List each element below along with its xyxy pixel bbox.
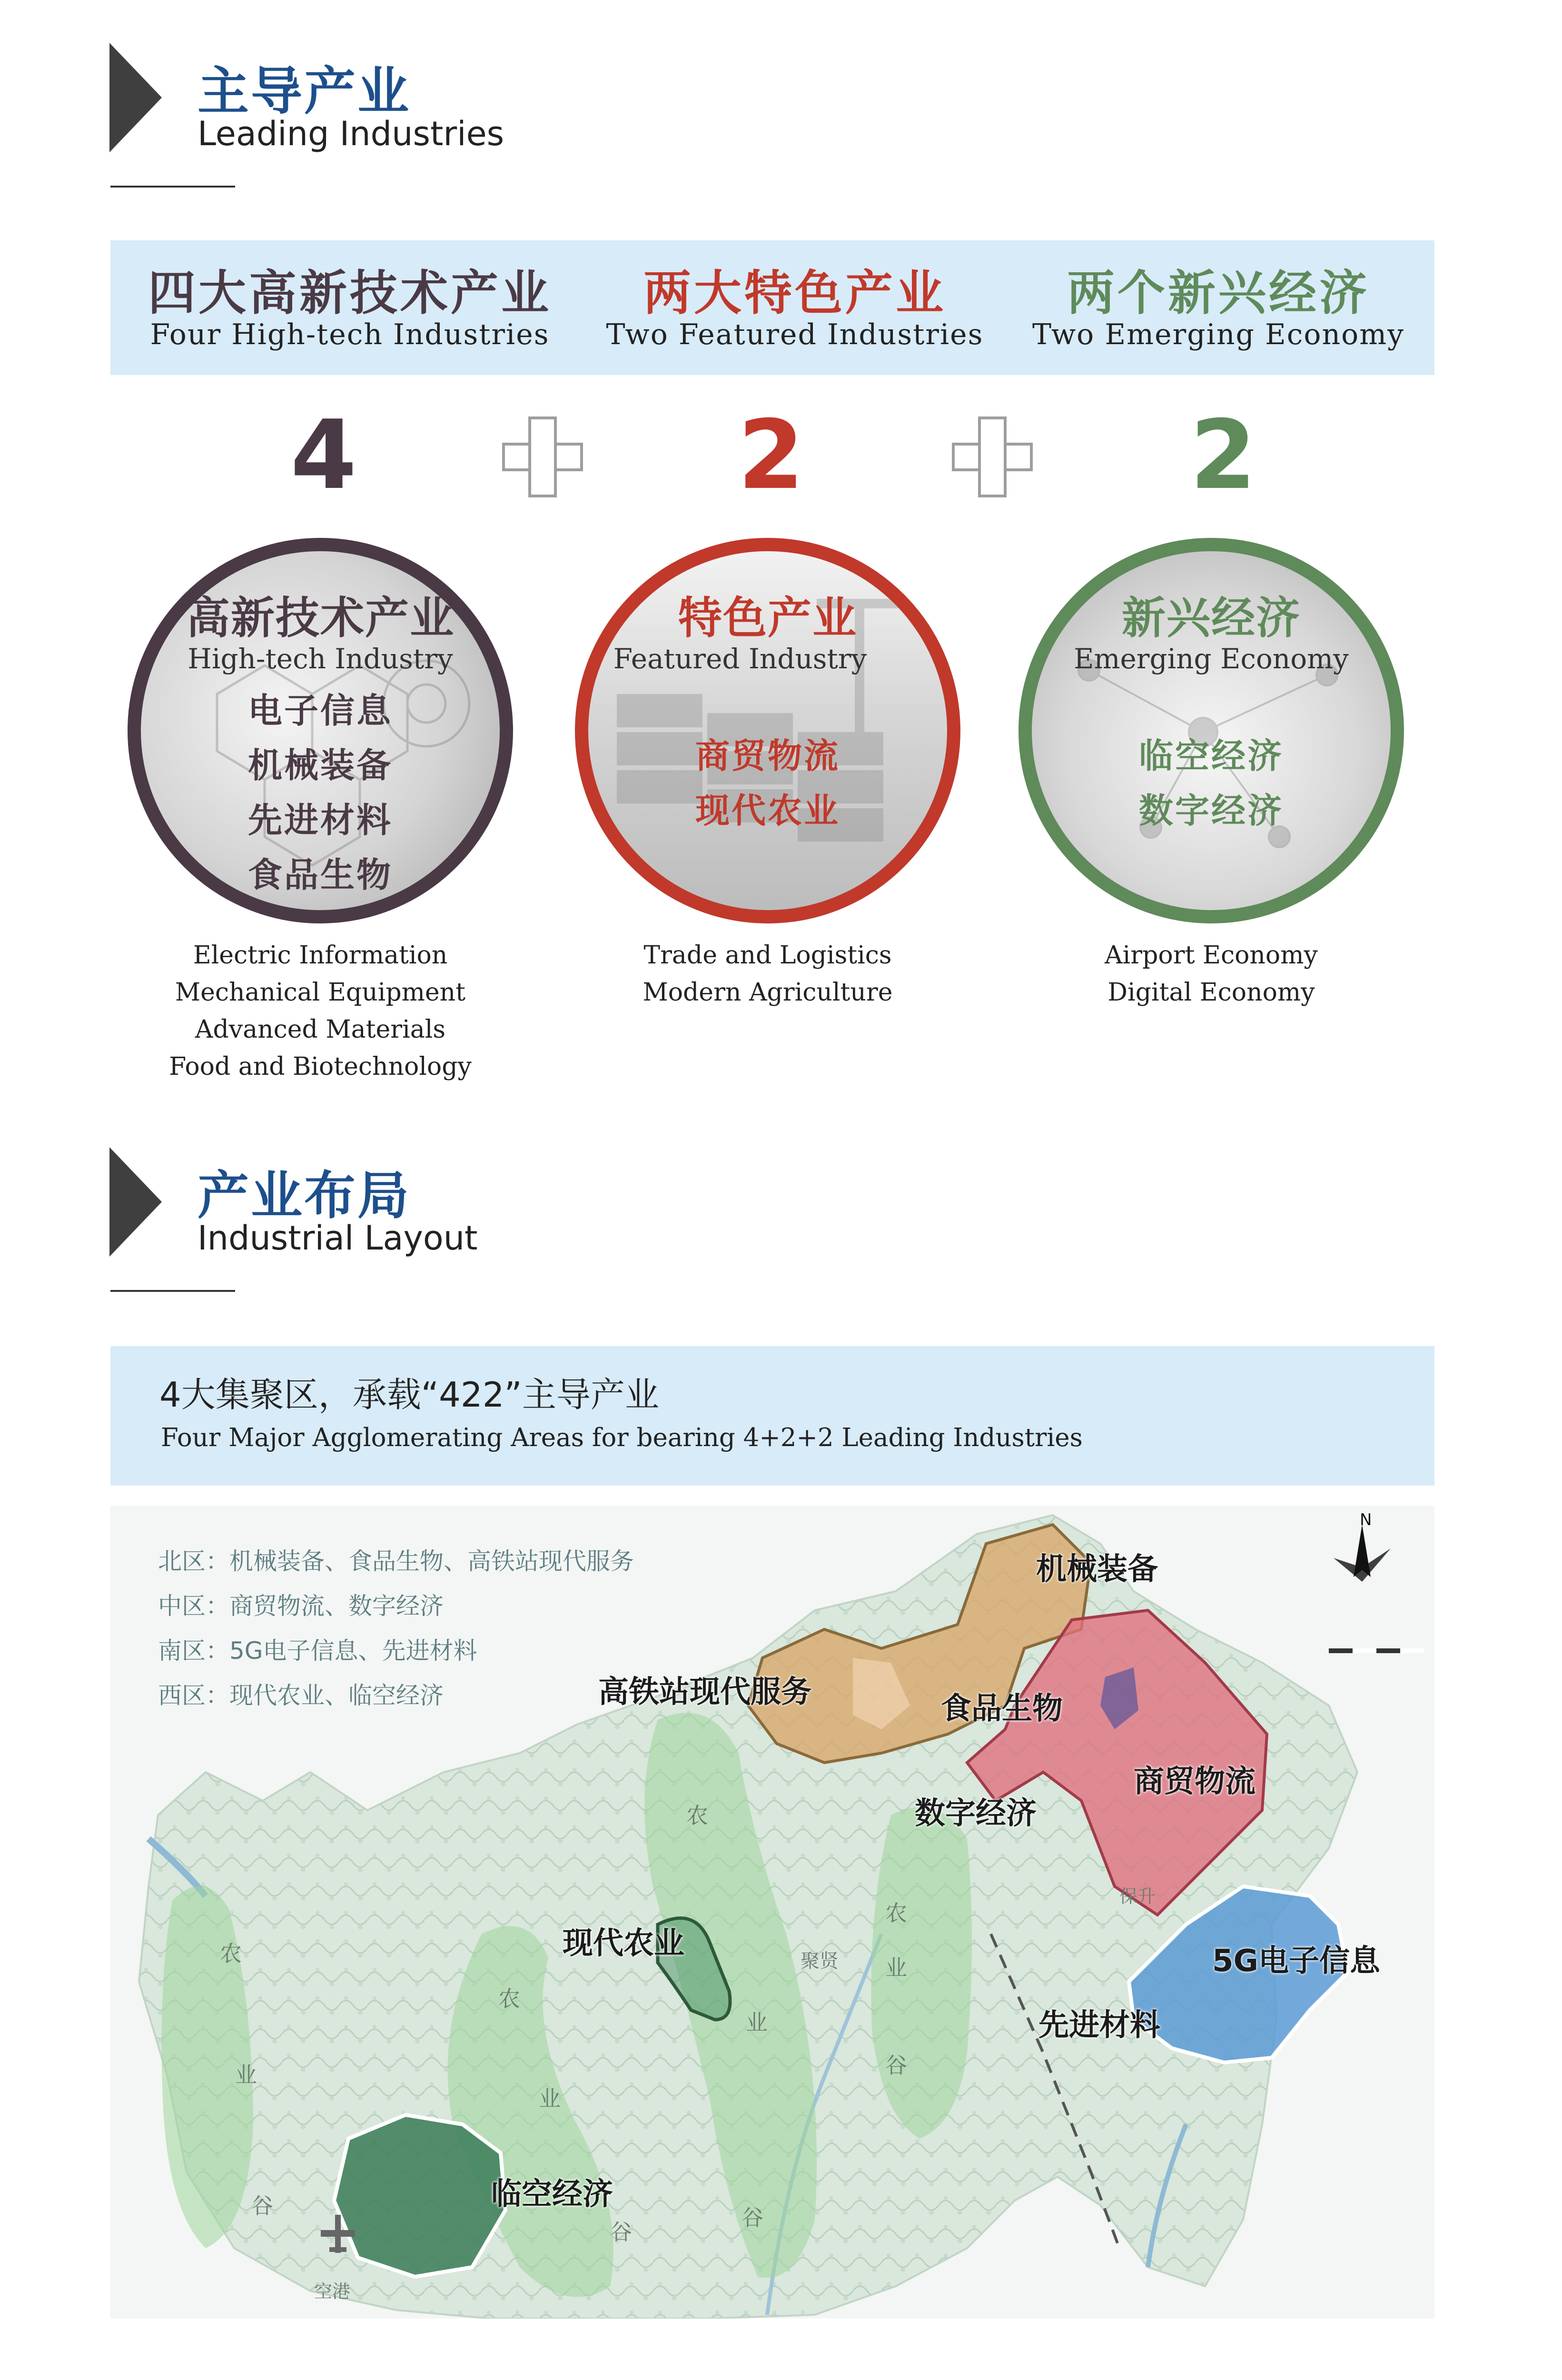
emerging-en-2: Digital Economy: [1107, 978, 1315, 1007]
valley-char: 业: [235, 2062, 257, 2088]
band-col2-title: 两大特色产业: [643, 265, 946, 321]
high-tech-item-3: 先进材料: [247, 800, 393, 840]
high-tech-en-1: Electric Information: [193, 941, 448, 970]
plus-icon: [502, 416, 583, 497]
label-hsr-services: 高铁站现代服务: [598, 1675, 811, 1710]
place-baosheng: 保升: [1119, 1886, 1156, 1907]
layout-band-title-en: Four Major Agglomerating Areas for bearing 4+2+2 Leading Industries: [161, 1423, 1083, 1452]
band-col3-title: 两个新兴经济: [1067, 265, 1370, 321]
section2-title-cn: 产业布局: [198, 1166, 411, 1226]
count-high-tech: 4: [290, 400, 357, 511]
valley-char: 谷: [885, 2053, 907, 2078]
layout-band-title-cn: 4大集聚区，承载“422”主导产业: [159, 1375, 659, 1415]
valley-char: 农: [498, 1986, 520, 2012]
featured-item-1: 商贸物流: [695, 736, 840, 776]
high-tech-en-4: Food and Biotechnology: [169, 1052, 472, 1081]
emerging-title-cn: 新兴经济: [1121, 593, 1301, 644]
compass-north: N: [1360, 1510, 1372, 1529]
emerging-en-1: Airport Economy: [1105, 941, 1318, 970]
emerging-item-2: 数字经济: [1138, 791, 1284, 831]
featured-en-1: Trade and Logistics: [643, 941, 892, 970]
count-emerging: 2: [1190, 400, 1256, 511]
section2-title-en: Industrial Layout: [198, 1219, 478, 1258]
band-col2-subtitle: Two Featured Industries: [606, 318, 984, 351]
label-airport-economy: 临空经济: [491, 2177, 613, 2212]
valley-char: 谷: [741, 2205, 763, 2231]
high-tech-item-1: 电子信息: [247, 691, 393, 731]
map-legend-south: 南区：5G电子信息、先进材料: [158, 1637, 477, 1665]
high-tech-item-2: 机械装备: [247, 745, 393, 785]
label-digital: 数字经济: [915, 1796, 1037, 1831]
map-legend-north: 北区：机械装备、食品生物、高铁站现代服务: [158, 1547, 634, 1575]
label-food-bio: 食品生物: [941, 1691, 1063, 1726]
label-5g-electronic: 5G电子信息: [1212, 1944, 1381, 1979]
valley-char: 业: [885, 1955, 907, 1981]
valley-char: 谷: [610, 2219, 632, 2245]
band-col3-subtitle: Two Emerging Economy: [1032, 318, 1405, 351]
industrial-layout-map: [110, 1506, 1434, 2319]
valley-char: 业: [539, 2086, 561, 2112]
featured-en-2: Modern Agriculture: [643, 978, 893, 1007]
section-arrow-icon: [109, 43, 162, 152]
map-legend-west: 西区：现代农业、临空经济: [158, 1682, 444, 1709]
label-machinery: 机械装备: [1036, 1552, 1158, 1587]
valley-char: 谷: [251, 2193, 273, 2219]
featured-item-2: 现代农业: [695, 791, 840, 831]
section-title-cn: 主导产业: [198, 62, 411, 121]
place-konggang: 空港: [314, 2281, 351, 2302]
count-featured: 2: [738, 400, 804, 511]
section-title-en: Leading Industries: [198, 114, 504, 153]
valley-char: 农: [220, 1941, 242, 1966]
label-modern-agri: 现代农业: [563, 1926, 684, 1961]
emerging-title-en: Emerging Economy: [1074, 643, 1349, 675]
place-juxian: 聚贤: [801, 1950, 839, 1972]
emerging-item-1: 临空经济: [1138, 736, 1284, 776]
high-tech-en-2: Mechanical Equipment: [175, 978, 466, 1007]
high-tech-title-cn: 高新技术产业: [186, 593, 455, 644]
section-arrow-icon: [109, 1147, 162, 1257]
plus-icon: [952, 416, 1033, 497]
valley-char: 业: [746, 2010, 768, 2035]
featured-title-cn: 特色产业: [678, 593, 857, 644]
section-divider: [110, 186, 235, 188]
section-divider: [110, 1290, 235, 1292]
high-tech-title-en: High-tech Industry: [188, 643, 453, 675]
high-tech-item-4: 食品生物: [247, 855, 393, 895]
label-advanced-materials: 先进材料: [1038, 2008, 1160, 2043]
featured-title-en: Featured Industry: [613, 643, 867, 675]
label-trade-logistics: 商贸物流: [1134, 1764, 1256, 1799]
band-col1-subtitle: Four High-tech Industries: [150, 318, 550, 351]
map-legend-central: 中区：商贸物流、数字经济: [158, 1592, 444, 1620]
valley-char: 农: [686, 1803, 708, 1828]
band-col1-title: 四大高新技术产业: [148, 265, 552, 321]
high-tech-en-3: Advanced Materials: [195, 1015, 446, 1044]
valley-char: 农: [885, 1900, 907, 1926]
